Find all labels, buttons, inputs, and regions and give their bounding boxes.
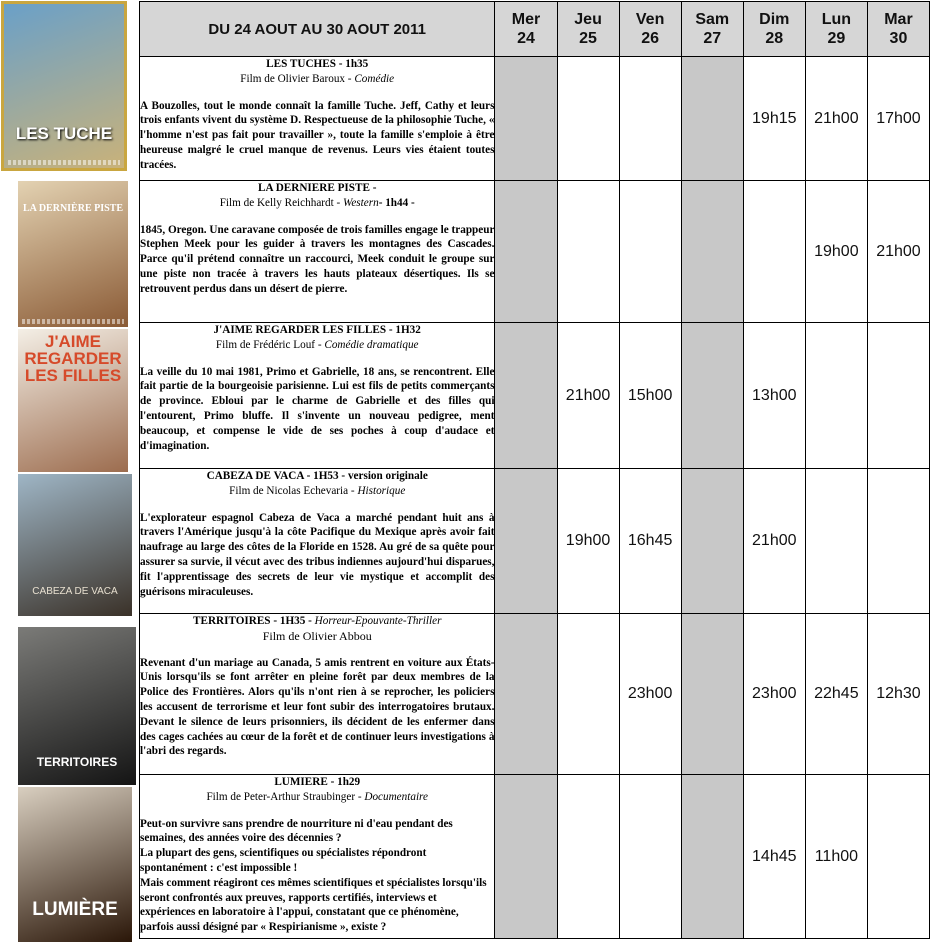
film-title: CABEZA DE VACA - 1H53 - version originale bbox=[206, 470, 428, 482]
showtime-cell bbox=[557, 57, 619, 181]
showtime-cell bbox=[681, 614, 743, 775]
showtime-cell bbox=[495, 57, 557, 181]
header-row bbox=[140, 2, 930, 57]
showtime-cell: 13h00 bbox=[743, 323, 805, 469]
film-duration: - 1h44 - bbox=[378, 196, 415, 209]
showtime-cell: 21h00 bbox=[557, 323, 619, 469]
day-header bbox=[495, 2, 557, 57]
showtime-cell: 19h00 bbox=[557, 469, 619, 614]
day-number: 26 bbox=[641, 30, 660, 47]
day-header bbox=[805, 2, 867, 57]
film-title: LUMIERE - 1h29 bbox=[274, 776, 361, 788]
film-director: Film de Frédéric Louf - bbox=[215, 338, 325, 351]
showtime-cell bbox=[557, 614, 619, 775]
film-meta bbox=[140, 629, 494, 644]
showtime-cell bbox=[867, 775, 929, 939]
film-title-text: TERRITOIRES - 1H35 - bbox=[193, 615, 315, 627]
film-info bbox=[140, 323, 495, 469]
day-number: 25 bbox=[579, 30, 597, 47]
showtime-cell bbox=[495, 775, 557, 939]
showtime-cell bbox=[495, 181, 557, 323]
day-header bbox=[619, 2, 681, 57]
poster-title: J'AIME REGARDER LES FILLES bbox=[24, 332, 122, 385]
film-genre: Comédie dramatique bbox=[324, 338, 419, 351]
day-number: 24 bbox=[517, 30, 535, 47]
showtime-cell bbox=[495, 323, 557, 469]
poster-title: LES TUCHE bbox=[15, 124, 113, 143]
film-synopsis: Revenant d'un mariage au Canada, 5 amis rentrent en voiture aux États-Unis lorsqu'ils se font arrêter en pleine forêt par deux membres de la Police des Frontières. Alors qu'ils n'ont rien à se reprocher, les policiers les accusent de terrorisme et leur font subir des interrogatoires brutaux. Devant le silence de leurs prisonniers, ils décident de les enfermer dans des cages cachées au cœur de la forêt et de continuer leurs investigations à l'abri des regards. bbox=[140, 656, 495, 758]
showtime-cell bbox=[619, 775, 681, 939]
film-meta bbox=[140, 338, 494, 353]
day-header bbox=[681, 2, 743, 57]
film-meta bbox=[140, 790, 494, 805]
showtime-cell bbox=[495, 614, 557, 775]
film-info bbox=[140, 181, 495, 323]
showtime-cell bbox=[681, 181, 743, 323]
showtime-cell: 17h00 bbox=[867, 57, 929, 181]
showtime-cell: 15h00 bbox=[619, 323, 681, 469]
showtime-cell: 21h00 bbox=[743, 469, 805, 614]
showtime-cell bbox=[743, 181, 805, 323]
day-number: 28 bbox=[765, 30, 784, 47]
film-director: Film de Olivier Baroux - bbox=[240, 72, 355, 85]
schedule-table bbox=[139, 1, 930, 939]
film-synopsis: La veille du 10 mai 1981, Primo et Gabrielle, 18 ans, se rencontrent. Elle fait partie de la bourgeoisie parisienne. Lui est fils de petits commerçants de province. Ebloui par le charme de Gabrielle et des filles qui l'entourent, Primo bluffe. Il s'invente un nouveau pedigree, ment beaucoup, et compense le vide de ses poches à coup d'audace et d'imagination. bbox=[140, 365, 495, 452]
poster-cabeza-de-vaca bbox=[18, 474, 132, 616]
day-header bbox=[743, 2, 805, 57]
film-meta bbox=[140, 72, 494, 87]
showtime-cell bbox=[619, 181, 681, 323]
film-row-cabeza-de-vaca bbox=[140, 469, 930, 614]
film-genre: Western bbox=[343, 196, 379, 209]
poster-title: TERRITOIRES bbox=[36, 755, 118, 769]
day-number: 27 bbox=[703, 30, 722, 47]
poster-lumiere bbox=[18, 787, 132, 942]
film-director: Film de Olivier Abbou bbox=[262, 628, 372, 643]
film-synopsis: L'explorateur espagnol Cabeza de Vaca a marché pendant huit ans à travers l'Amérique jusqu'à la côte Pacifique du Mexique après avoir fait naufrage au large des côtes de la Floride en 1528. Au gré de sa quête pour assurer sa survie, il vécut avec des tribus indiennes aujourd'hui disparues, fit l'apprentissage des secrets de leur vie mystique et accomplit des guérisons miraculeuses. bbox=[140, 511, 495, 598]
film-info bbox=[140, 614, 495, 775]
film-synopsis: 1845, Oregon. Une caravane composée de trois familles engage le trappeur Stephen Meek pour les guider à travers les montagnes des Cascades. Parce qu'il prétend connaître un raccourci, Meek conduit le groupe sur une piste non tracée à travers les hauts plateaux désertiques. Ils se retrouvent perdus dans un désert de pierre. bbox=[140, 223, 495, 295]
showtime-cell bbox=[805, 469, 867, 614]
film-genre: Horreur-Epouvante-Thriller bbox=[314, 615, 442, 627]
day-name: Dim bbox=[759, 11, 790, 28]
film-synopsis: A Bouzolles, tout le monde connaît la famille Tuche. Jeff, Cathy et leurs trois enfants vivent du système D. Respectueuse de la philosophie Tuche, « l'homme n'est pas fait pour travailler », toute la famille s'emploie à être heureuse malgré le cruel manque de revenus. Leurs vies étaient toutes tracées. bbox=[140, 99, 495, 171]
showtime-cell bbox=[557, 775, 619, 939]
showtime-cell: 21h00 bbox=[805, 57, 867, 181]
film-title: LES TUCHES - 1h35 bbox=[266, 58, 369, 70]
showtime-cell: 19h00 bbox=[805, 181, 867, 323]
poster-title: LA DERNIÈRE PISTE bbox=[22, 203, 124, 214]
day-name: Lun bbox=[821, 11, 852, 28]
showtime-cell bbox=[867, 469, 929, 614]
film-info bbox=[140, 57, 495, 181]
film-title: LA DERNIERE PISTE - bbox=[258, 182, 377, 194]
poster-credits bbox=[8, 160, 120, 165]
day-name: Sam bbox=[695, 11, 730, 28]
film-row-jaime-regarder-les-filles bbox=[140, 323, 930, 469]
showtime-cell bbox=[681, 469, 743, 614]
film-row-lumiere bbox=[140, 775, 930, 939]
day-name: Ven bbox=[635, 11, 665, 28]
day-name: Mar bbox=[884, 11, 913, 28]
date-range: DU 24 AOUT AU 30 AOUT 2011 bbox=[140, 2, 495, 57]
showtime-cell: 22h45 bbox=[805, 614, 867, 775]
showtime-cell bbox=[681, 323, 743, 469]
showtime-cell: 12h30 bbox=[867, 614, 929, 775]
showtime-cell bbox=[619, 57, 681, 181]
film-genre: Historique bbox=[357, 484, 406, 497]
showtime-cell: 11h00 bbox=[805, 775, 867, 939]
showtime-cell bbox=[681, 57, 743, 181]
film-director: Film de Kelly Reichhardt - bbox=[219, 196, 344, 209]
film-info bbox=[140, 775, 495, 939]
film-row-les-tuches bbox=[140, 57, 930, 181]
showtime-cell: 23h00 bbox=[619, 614, 681, 775]
showtime-cell bbox=[681, 775, 743, 939]
poster-column bbox=[0, 0, 138, 945]
showtime-cell: 16h45 bbox=[619, 469, 681, 614]
showtime-cell: 23h00 bbox=[743, 614, 805, 775]
showtime-cell: 19h15 bbox=[743, 57, 805, 181]
film-row-territoires bbox=[140, 614, 930, 775]
film-genre: Documentaire bbox=[364, 790, 428, 803]
poster-les-tuche bbox=[1, 1, 127, 171]
film-meta bbox=[140, 196, 494, 211]
showtime-cell: 14h45 bbox=[743, 775, 805, 939]
poster-territoires bbox=[18, 627, 136, 785]
showtime-cell bbox=[805, 323, 867, 469]
film-row-la-derniere-piste bbox=[140, 181, 930, 323]
film-meta bbox=[140, 484, 494, 499]
day-name: Jeu bbox=[574, 11, 602, 28]
showtime-cell bbox=[557, 181, 619, 323]
film-genre: Comédie bbox=[354, 72, 395, 85]
day-number: 29 bbox=[827, 30, 846, 47]
poster-title: LUMIÈRE bbox=[32, 899, 118, 920]
film-title: J'AIME REGARDER LES FILLES - 1H32 bbox=[213, 324, 421, 336]
poster-credits bbox=[22, 319, 124, 324]
film-title bbox=[140, 614, 494, 629]
film-director: Film de Nicolas Echevaria - bbox=[229, 484, 358, 497]
day-number: 30 bbox=[889, 30, 908, 47]
day-name: Mer bbox=[511, 11, 541, 28]
poster-title: CABEZA DE VACA bbox=[32, 586, 118, 597]
showtime-cell: 21h00 bbox=[867, 181, 929, 323]
day-header bbox=[557, 2, 619, 57]
film-synopsis: Peut-on survivre sans prendre de nourriture ni d'eau pendant des semaines, des années voire des décennies ? La plupart des gens, scientifiques ou spécialistes répondront spontanément : c'est impossible ! Mais comment réagiront ces mêmes scientifiques et spécialistes lorsqu'ils seront confrontés aux preuves, rapports certifiés, interviews et expériences en laboratoire à l'appui, constatant que ce phénomène, parfois aussi désigné par « Respirianisme », existe ? bbox=[140, 817, 487, 934]
showtime-cell bbox=[495, 469, 557, 614]
poster-jaime-regarder-les-filles bbox=[18, 329, 128, 472]
film-info bbox=[140, 469, 495, 614]
film-director: Film de Peter-Arthur Straubinger - bbox=[206, 790, 365, 803]
showtime-cell bbox=[867, 323, 929, 469]
day-header bbox=[867, 2, 929, 57]
poster-la-derniere-piste bbox=[18, 181, 128, 327]
